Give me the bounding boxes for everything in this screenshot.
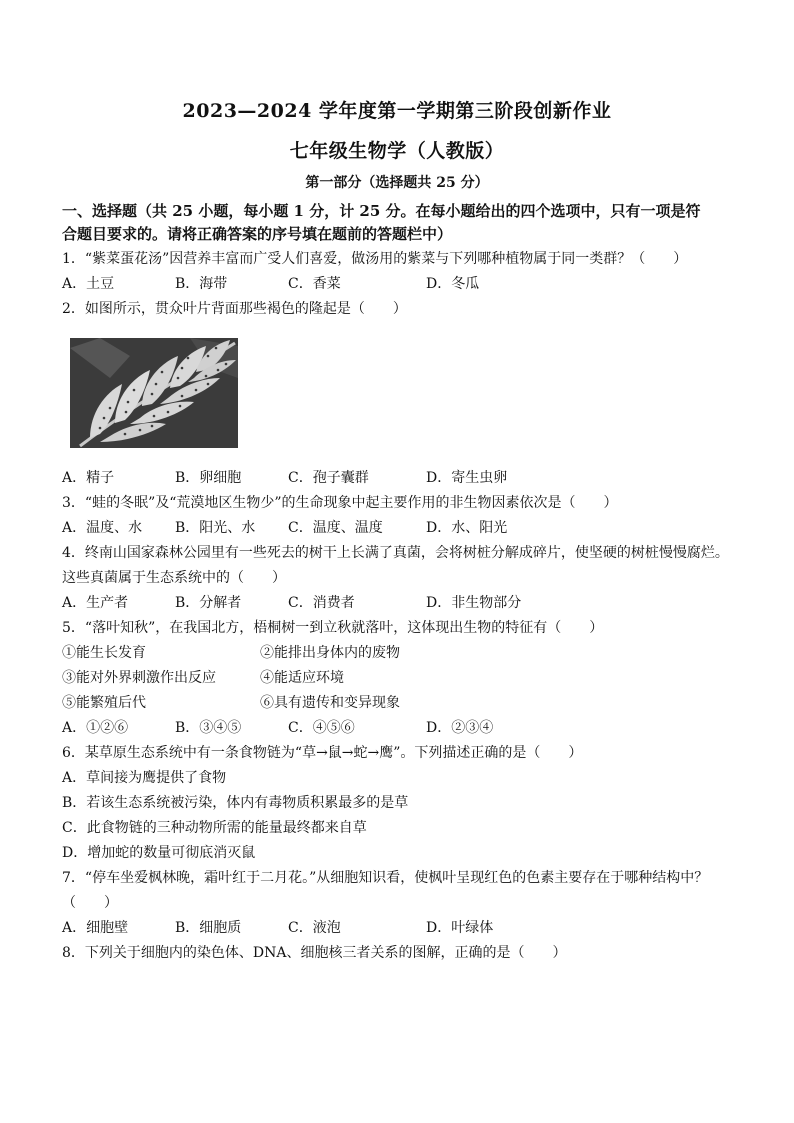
part-heading: 第一部分（选择题共 25 分） — [305, 175, 489, 191]
question-5-option-a: A．①②⑥ — [62, 720, 129, 736]
question-8-stem: 8．下列关于细胞内的染色体、DNA、细胞核三者关系的图解，正确的是（ ） — [62, 945, 567, 961]
question-5-statement-4: ④能适应环境 — [260, 670, 344, 686]
question-3-option-b: B．阳光、水 — [175, 520, 256, 536]
question-6-option-b: B．若该生态系统被污染，体内有毒物质积累最多的是草 — [62, 795, 409, 811]
question-6-option-a: A．草间接为鹰提供了食物 — [62, 770, 227, 786]
question-5-statement-5: ⑤能繁殖后代 — [62, 695, 146, 711]
question-5-option-c: C．④⑤⑥ — [288, 720, 355, 736]
question-4-option-b: B．分解者 — [175, 595, 242, 611]
question-3-option-d: D．水、阳光 — [426, 520, 508, 536]
question-7-option-a: A．细胞壁 — [62, 920, 129, 936]
page-subtitle: 七年级生物学（人教版） — [289, 140, 505, 162]
question-4-option-d: D．非生物部分 — [426, 595, 522, 611]
question-3-option-a: A．温度、水 — [62, 520, 143, 536]
page-title: 2023—2024 学年度第一学期第三阶段创新作业 — [182, 100, 612, 122]
question-5-statement-3: ③能对外界刺激作出反应 — [62, 670, 216, 686]
question-6-option-d: D．增加蛇的数量可彻底消灭鼠 — [62, 845, 256, 861]
question-1-option-c: C．香菜 — [288, 276, 341, 292]
question-5-option-b: B．③④⑤ — [175, 720, 242, 736]
question-5-statement-1: ①能生长发育 — [62, 645, 146, 661]
question-2-option-c: C．孢子囊群 — [288, 470, 369, 486]
question-1-option-d: D．冬瓜 — [426, 276, 480, 292]
question-7-option-b: B．细胞质 — [175, 920, 242, 936]
question-4-option-a: A．生产者 — [62, 595, 129, 611]
question-5-stem: 5．“落叶知秋”，在我国北方，梧桐树一到立秋就落叶，这体现出生物的特征有（ ） — [62, 620, 604, 636]
question-1-option-b: B．海带 — [175, 276, 228, 292]
question-7-stem-line2: （ ） — [62, 895, 118, 911]
question-7-stem-line1: 7．“停车坐爱枫林晚，霜叶红于二月花。”从细胞知识看，使枫叶呈现红色的色素主要存在于哪种结构中？ — [62, 870, 709, 886]
question-3-stem: 3．“蛙的冬眠”及“荒漠地区生物少”的生命现象中起主要作用的非生物因素依次是（ ） — [62, 495, 618, 511]
question-2-option-d: D．寄生虫卵 — [426, 470, 508, 486]
question-6-option-c: C．此食物链的三种动物所需的能量最终都来自草 — [62, 820, 367, 836]
question-6-stem: 6．某草原生态系统中有一条食物链为“草→鼠→蛇→鹰”。下列描述正确的是（ ） — [62, 745, 583, 761]
question-2-option-a: A．精子 — [62, 470, 115, 486]
question-5-statement-6: ⑥具有遗传和变异现象 — [260, 695, 400, 711]
section-instructions-line2: 合题目要求的。请将正确答案的序号填在题前的答题栏中） — [62, 225, 453, 243]
question-7-option-c: C．液泡 — [288, 920, 341, 936]
question-2-option-b: B．卵细胞 — [175, 470, 242, 486]
question-4-option-c: C．消费者 — [288, 595, 355, 611]
question-7-option-d: D．叶绿体 — [426, 920, 494, 936]
fern-leaf-photo — [70, 338, 238, 448]
question-4-stem-line2: 这些真菌属于生态系统中的（ ） — [62, 570, 286, 586]
question-5-statement-2: ②能排出身体内的废物 — [260, 645, 400, 661]
question-3-option-c: C．温度、温度 — [288, 520, 383, 536]
question-2-stem: 2．如图所示，贯众叶片背面那些褐色的隆起是（ ） — [62, 301, 407, 317]
question-1-stem: 1．“紫菜蛋花汤”因营养丰富而广受人们喜爱，做汤用的紫菜与下列哪种植物属于同一类群？（ ） — [62, 251, 688, 267]
question-4-stem-line1: 4．终南山国家森林公园里有一些死去的树干上长满了真菌，会将树桩分解成碎片，使坚硬的树桩慢慢腐烂。 — [62, 545, 729, 561]
question-5-option-d: D．②③④ — [426, 720, 494, 736]
section-instructions-line1: 一、选择题（共 25 小题，每小题 1 分，计 25 分。在每小题给出的四个选项中，只有一项是符 — [62, 202, 701, 220]
question-1-option-a: A．土豆 — [62, 276, 115, 292]
